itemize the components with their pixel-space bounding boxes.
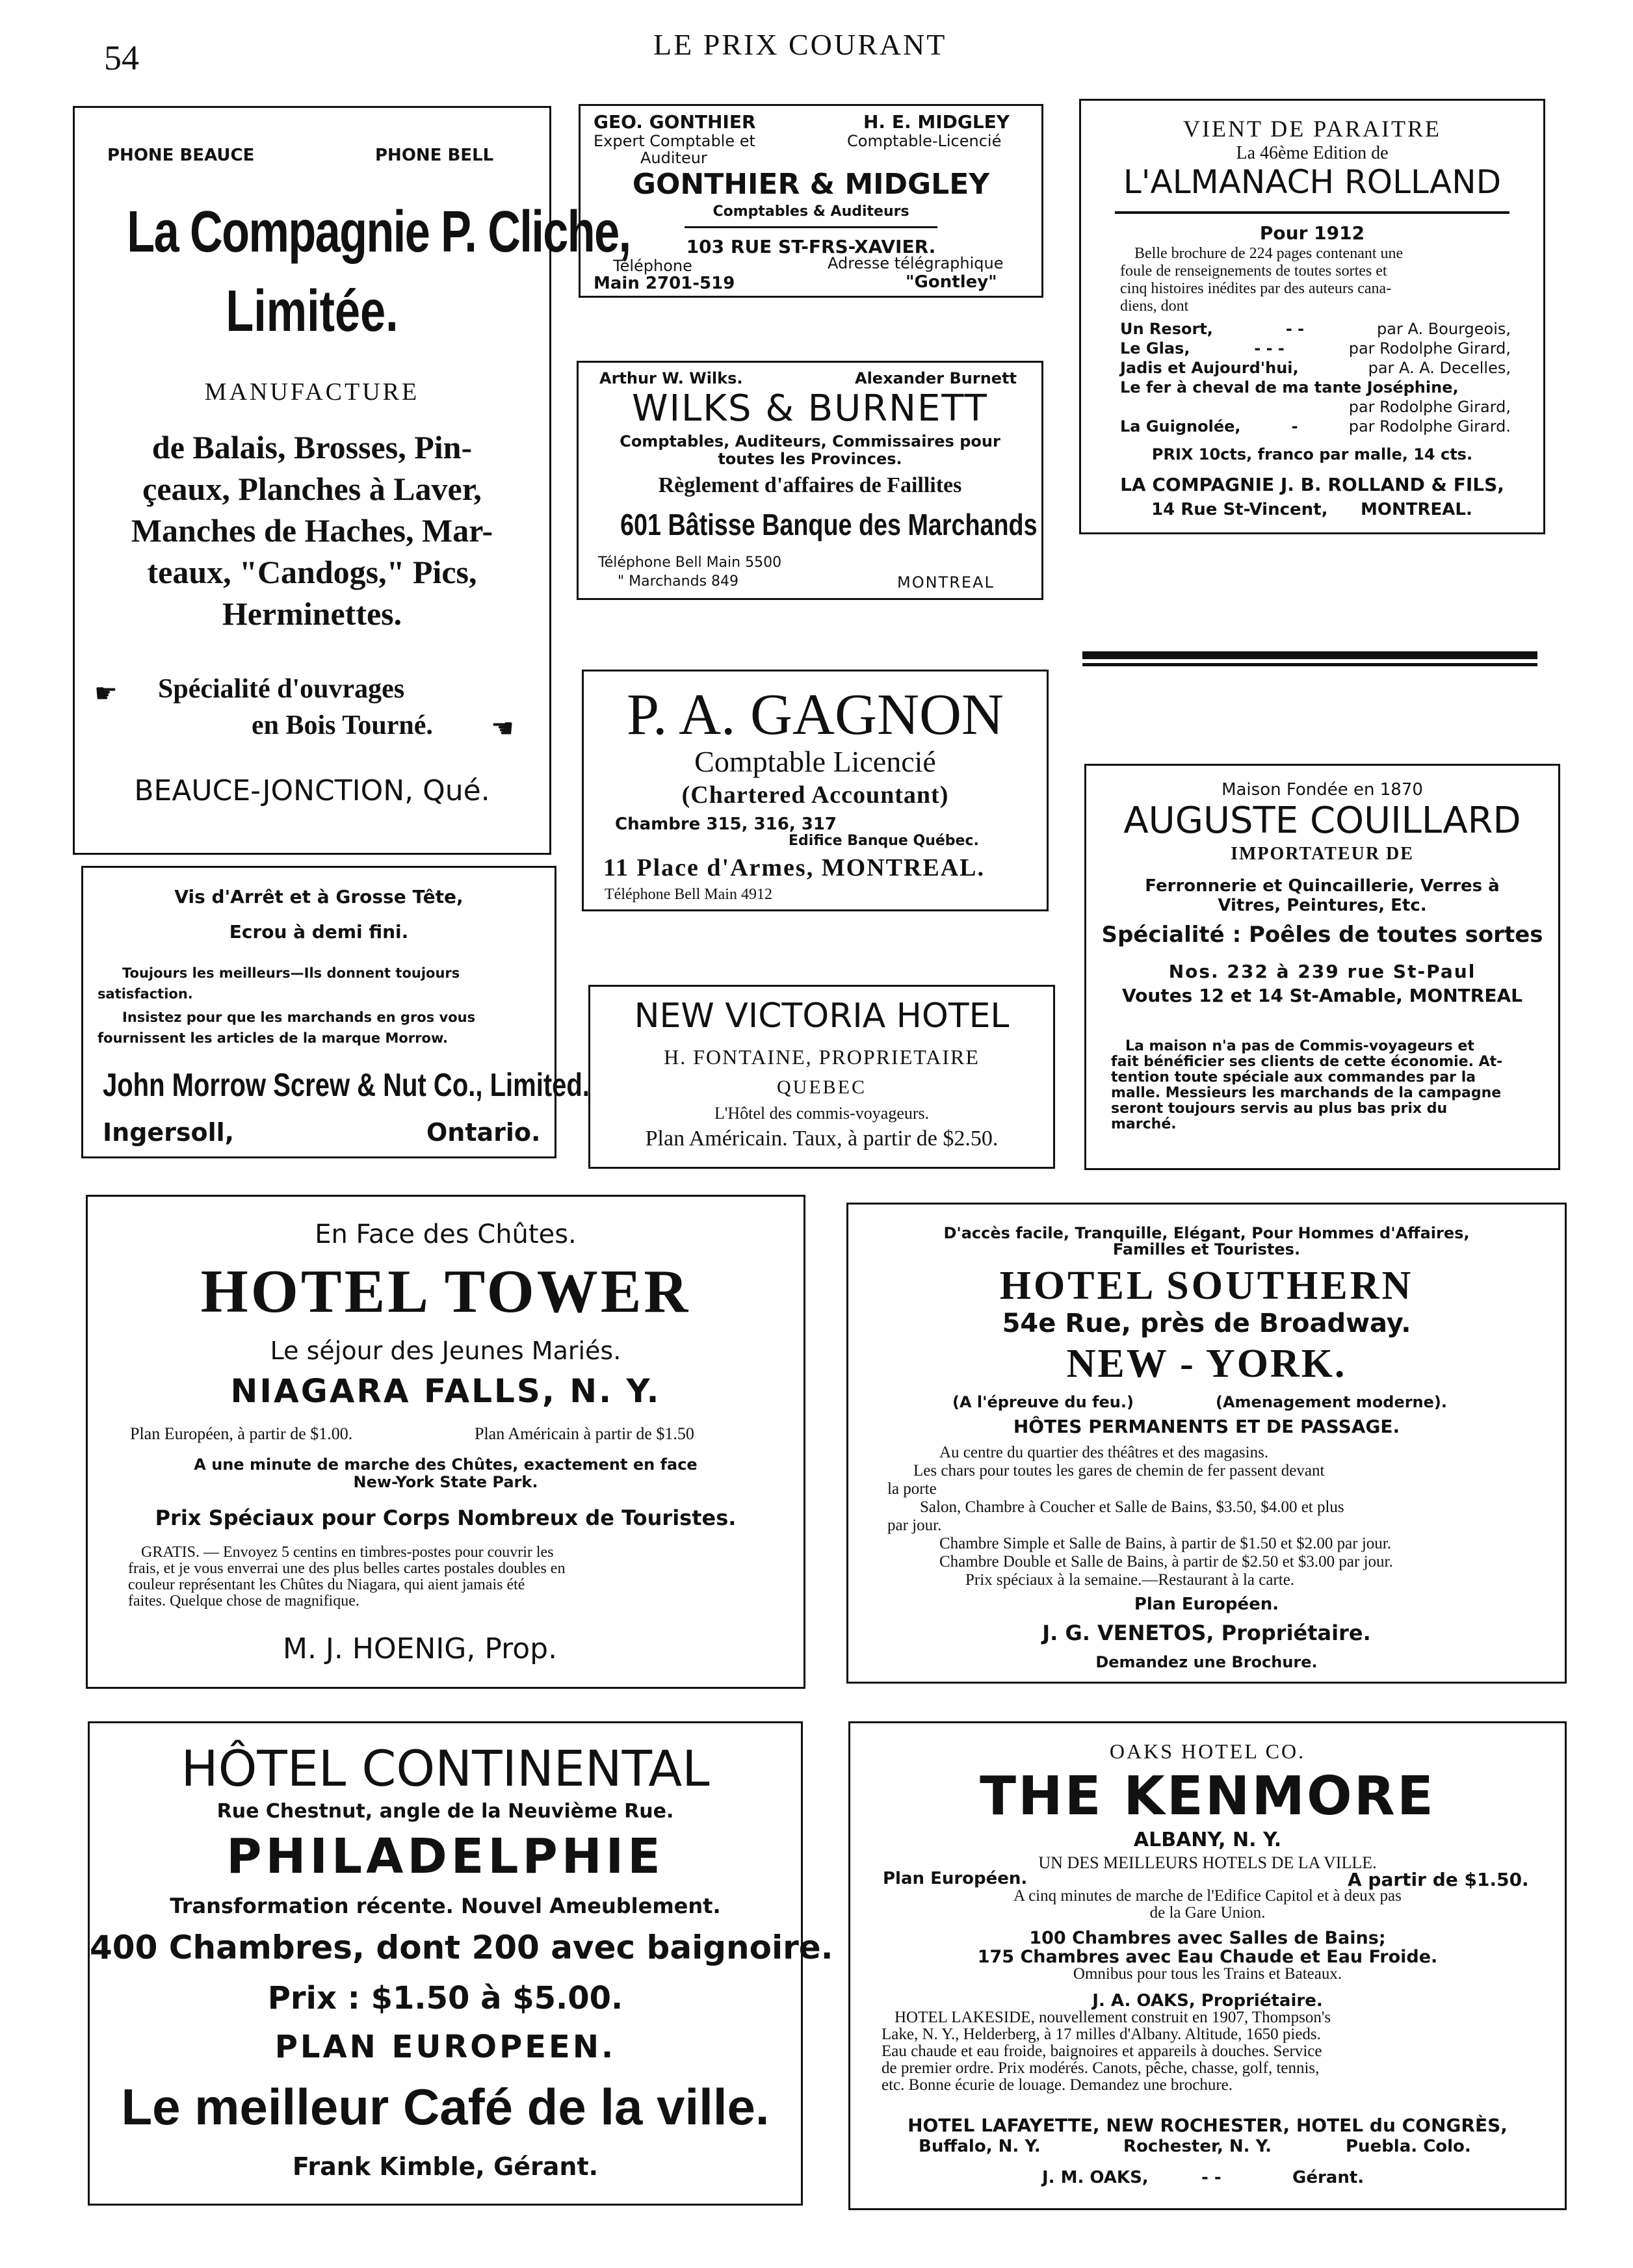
minute2: New-York State Park. xyxy=(353,1473,538,1491)
tagline: L'Hôtel des commis-voyageurs. xyxy=(714,1104,930,1123)
story-author: par Rodolphe Girard, xyxy=(1348,339,1511,358)
city: ALBANY, N. Y. xyxy=(1133,1829,1282,1851)
addr1: Nos. 232 à 239 rue St-Paul xyxy=(1168,961,1476,982)
lakeside-line: HOTEL LAKESIDE, nouvellement construit en 1907, Thompson's xyxy=(895,2009,1331,2026)
body-line: Les chars pour toutes les gares de chemin de fer passent devant xyxy=(913,1462,1325,1479)
manager-role: Gérant. xyxy=(1292,2168,1365,2187)
story-title: Un Resort, xyxy=(1120,320,1213,338)
rooms2: 175 Chambres avec Eau Chaude et Eau Froide. xyxy=(977,1947,1438,1967)
publisher: LA COMPAGNIE J. B. ROLLAND & FILS, xyxy=(1120,474,1504,495)
lakeside-line: etc. Bonne écurie de louage. Demandez une brochure. xyxy=(882,2076,1233,2094)
desc-line: diens, dont xyxy=(1120,298,1189,315)
southern-l1: D'accès facile, Tranquille, Elégant, Pour Hommes d'Affaires, xyxy=(943,1224,1470,1242)
manufacture-label: MANUFACTURE xyxy=(204,378,420,406)
location: BEAUCE-JONCTION, Qué. xyxy=(134,774,490,807)
cafe: Le meilleur Café de la ville. xyxy=(121,2078,770,2135)
city: QUEBEC xyxy=(777,1076,867,1098)
body-line: Chambre Simple et Salle de Bains, à partir de $1.50 et $2.00 par jour. xyxy=(939,1535,1391,1552)
address: 11 Place d'Armes, MONTREAL. xyxy=(603,854,986,881)
story-item xyxy=(1120,358,1511,378)
body-line: la porte xyxy=(887,1480,937,1498)
building: Edifice Banque Québec. xyxy=(789,833,979,849)
gagnon-name: P. A. GAGNON xyxy=(626,683,1004,747)
minute1: A une minute de marche des Chûtes, exactement en face xyxy=(194,1455,698,1474)
address: 103 RUE ST-FRS-XAVIER. xyxy=(686,236,936,257)
section-rule xyxy=(1082,663,1537,666)
tagline: Le séjour des Jeunes Mariés. xyxy=(270,1336,621,1365)
description xyxy=(1120,245,1403,315)
specialty-line2: en Bois Tourné. xyxy=(252,710,433,740)
rooms: Chambre 315, 316, 317 xyxy=(615,815,837,834)
special: Prix Spéciaux pour Corps Nombreux de Touristes. xyxy=(155,1505,737,1530)
divider xyxy=(1115,211,1509,214)
story-author: par Rodolphe Girard, xyxy=(1348,398,1511,416)
product-line: Herminettes. xyxy=(222,595,402,632)
price: PRIX 10cts, franco par malle, 14 cts. xyxy=(1151,445,1473,463)
rooms: 400 Chambres, dont 200 avec baignoire. xyxy=(90,1929,833,1966)
manager: Frank Kimble, Gérant. xyxy=(292,2152,599,2181)
product-line: de Balais, Brosses, Pin- xyxy=(151,429,473,465)
story-author: par A. Bourgeois, xyxy=(1377,320,1511,338)
tel2: " Marchands 849 xyxy=(618,573,739,590)
hotel-name: HOTEL SOUTHERN xyxy=(999,1264,1414,1308)
story-list xyxy=(1120,319,1511,436)
desc-line: cinq histoires inédites par des auteurs cana- xyxy=(1120,280,1392,297)
gratis-line: GRATIS. — Envoyez 5 centins en timbres-postes pour couvrir les xyxy=(141,1544,554,1561)
rooms1: 100 Chambres avec Salles de Bains; xyxy=(1029,1928,1386,1948)
wilks-name: Arthur W. Wilks. xyxy=(599,369,743,387)
ad-auguste-couillard xyxy=(1084,764,1560,1170)
tower-l1: En Face des Chûtes. xyxy=(315,1219,577,1249)
specialty-line1: Spécialité d'ouvrages xyxy=(158,674,405,704)
story-sep: - - - xyxy=(1254,339,1285,358)
manager: J. M. OAKS, xyxy=(1042,2168,1149,2187)
story-item xyxy=(1120,417,1511,436)
hotel-name: HÔTEL CONTINENTAL xyxy=(181,1740,710,1797)
morrow-company: John Morrow Screw & Nut Co., Limited. xyxy=(103,1067,590,1103)
almanach-l2: La 46ème Edition de xyxy=(1236,143,1389,163)
note-line: La maison n'a pas de Commis-voyageurs et xyxy=(1125,1038,1474,1054)
morrow-text: Insistez pour que les marchands en gros vous xyxy=(122,1010,476,1025)
other-hotels: HOTEL LAFAYETTE, NEW ROCHESTER, HOTEL du CONGRÈS, xyxy=(908,2115,1508,2136)
pub-address: 14 Rue St-Vincent, xyxy=(1151,500,1328,519)
story-author: par A. A. Decelles, xyxy=(1368,359,1511,377)
ad-hotel-southern xyxy=(846,1203,1567,1684)
gratis-line: couleur représentant les Chûtes du Niagara, qui aient jamais été xyxy=(128,1576,525,1593)
company-limitee: Limitée. xyxy=(226,279,398,344)
goods1: Ferronnerie et Quincaillerie, Verres à xyxy=(1145,876,1500,896)
city: NIAGARA FALLS, N. Y. xyxy=(230,1372,661,1410)
story-title: Le Glas, xyxy=(1120,339,1190,358)
southern-body xyxy=(887,1444,1393,1589)
best: UN DES MEILLEURS HOTELS DE LA VILLE. xyxy=(1038,1853,1377,1872)
lakeside-line: de premier ordre. Prix modérés. Canots, pêche, chasse, golf, tennis, xyxy=(882,2059,1320,2077)
desc-line: Belle brochure de 224 pages contenant une xyxy=(1134,245,1404,262)
firm-sub: Comptables & Auditeurs xyxy=(712,203,909,220)
body-line: Au centre du quartier des théâtres et des magasins. xyxy=(939,1444,1269,1461)
plan-american: Plan Américain à partir de $1.50 xyxy=(475,1424,694,1443)
cable-address: "Gontley" xyxy=(906,272,997,292)
tel-label: Téléphone xyxy=(613,257,692,275)
ad-gagnon xyxy=(582,670,1049,911)
story-sep: - xyxy=(1291,417,1298,436)
morrow-title2: Ecrou à demi fini. xyxy=(229,921,409,943)
plan: Plan Américain. Taux, à partir de $2.50. xyxy=(645,1127,999,1151)
firm-name: WILKS & BURNETT xyxy=(632,387,988,430)
city-puebla: Puebla. Colo. xyxy=(1346,2137,1471,2156)
cable-label: Adresse télégraphique xyxy=(828,254,1004,272)
burnett-name: Alexander Burnett xyxy=(855,369,1017,387)
plan: PLAN EUROPEEN. xyxy=(274,2029,616,2065)
pointing-hand-icon: ☛ xyxy=(94,679,118,709)
year: Pour 1912 xyxy=(1259,222,1365,244)
desc-line: foule de renseignements de toutes sortes et xyxy=(1120,263,1387,280)
omnibus: Omnibus pour tous les Trains et Bateaux. xyxy=(1073,1965,1342,1983)
capitol1: A cinq minutes de marche de l'Edifice Capitol et à deux pas xyxy=(1013,1887,1402,1905)
proprietor: M. J. HOENIG, Prop. xyxy=(283,1632,558,1665)
name: AUGUSTE COUILLARD xyxy=(1123,800,1521,842)
city-buffalo: Buffalo, N. Y. xyxy=(919,2137,1041,2156)
brochure: Demandez une Brochure. xyxy=(1095,1653,1318,1671)
ad-gonthier-midgley xyxy=(579,104,1043,298)
firm-sub1: Comptables, Auditeurs, Commissaires pour xyxy=(620,432,1000,450)
almanach-title: L'ALMANACH ROLLAND xyxy=(1123,163,1502,201)
specialty: Spécialité : Poêles de toutes sortes xyxy=(1101,922,1543,948)
hotel-name: THE KENMORE xyxy=(980,1766,1435,1827)
ad-cliche xyxy=(73,106,631,855)
ad-almanach-rolland xyxy=(1079,99,1545,534)
address: 601 Bâtisse Banque des Marchands xyxy=(620,508,1038,541)
hotel-name: HOTEL TOWER xyxy=(200,1258,691,1325)
owner: H. FONTAINE, PROPRIETAIRE xyxy=(664,1045,980,1069)
page-number: 54 xyxy=(104,38,139,77)
gagnon-title: Comptable Licencié xyxy=(694,745,936,778)
lakeside xyxy=(882,2009,1331,2094)
midgley-title: Comptable-Licencié xyxy=(847,132,1002,150)
lakeside-line: Lake, N. Y., Helderberg, à 17 milles d'Albany. Altitude, 1650 pieds. xyxy=(882,2026,1321,2043)
hotel-name: NEW VICTORIA HOTEL xyxy=(634,997,1010,1036)
morrow-province: Ontario. xyxy=(426,1118,541,1147)
fireproof: (A l'épreuve du feu.) xyxy=(952,1393,1134,1411)
story-item xyxy=(1120,378,1511,397)
lakeside-line: Eau chaude et eau froide, baignoires et appareils à douches. Service xyxy=(882,2042,1322,2060)
ad-the-kenmore xyxy=(848,1721,1567,2210)
story-item xyxy=(1120,397,1511,417)
company: OAKS HOTEL CO. xyxy=(1109,1740,1306,1763)
story-sep: - - xyxy=(1285,320,1305,338)
city: PHILADELPHIE xyxy=(226,1829,664,1884)
page-title: LE PRIX COURANT xyxy=(653,28,947,61)
modern: (Amenagement moderne). xyxy=(1216,1393,1448,1411)
settle: Règlement d'affaires de Faillites xyxy=(658,473,962,497)
story-item xyxy=(1120,319,1511,339)
body-line: Chambre Double et Salle de Bains, à partir de $2.50 et $3.00 par jour. xyxy=(939,1553,1393,1571)
city: NEW - YORK. xyxy=(1066,1342,1347,1386)
ad-hotel-tower xyxy=(86,1195,805,1689)
story-item xyxy=(1120,339,1511,358)
dashes: - - xyxy=(1201,2168,1221,2187)
product-line: teaux, "Candogs," Pics, xyxy=(147,554,477,590)
midgley-name: H. E. MIDGLEY xyxy=(863,111,1010,133)
addr2: Voutes 12 et 14 St-Amable, MONTREAL xyxy=(1122,985,1522,1006)
city-rochester: Rochester, N. Y. xyxy=(1123,2137,1272,2156)
story-title: Jadis et Aujourd'hui, xyxy=(1120,359,1299,377)
role: IMPORTATEUR DE xyxy=(1231,844,1414,864)
pub-city: MONTREAL. xyxy=(1361,500,1472,519)
story-title: Le fer à cheval de ma tante Joséphine, xyxy=(1120,378,1459,397)
tel-number: Main 2701-519 xyxy=(594,274,735,293)
company-name: La Compagnie P. Cliche, xyxy=(127,200,631,265)
product-list xyxy=(75,426,549,634)
capitol2: de la Gare Union. xyxy=(1149,1904,1266,1922)
body-line: Prix spéciaux à la semaine.—Restaurant à la carte. xyxy=(965,1571,1295,1589)
morrow-text: satisfaction. xyxy=(98,986,193,1002)
goods2: Vitres, Peintures, Etc. xyxy=(1218,896,1427,915)
section-rule xyxy=(1082,651,1537,659)
note-line: fait bénéficier ses clients de cette économie. At- xyxy=(1111,1054,1503,1070)
almanach-l1: VIENT DE PARAITRE xyxy=(1182,116,1441,142)
gratis xyxy=(128,1545,565,1610)
body-line: par jour. xyxy=(887,1517,942,1534)
phone-bell: PHONE BELL xyxy=(375,146,494,165)
proprietor: J. A. OAKS, Propriétaire. xyxy=(1092,1991,1323,2011)
product-line: Manches de Haches, Mar- xyxy=(131,512,493,549)
price: Prix : $1.50 à $5.00. xyxy=(267,1980,623,2016)
story-title: La Guignolée, xyxy=(1120,417,1241,436)
story-author: par Rodolphe Girard. xyxy=(1348,417,1511,436)
city: MONTREAL xyxy=(897,573,995,592)
gratis-line: faites. Quelque chose de magnifique. xyxy=(128,1593,359,1610)
morrow-text: Toujours les meilleurs—Ils donnent toujours xyxy=(122,965,460,981)
plan-european: Plan Européen, à partir de $1.00. xyxy=(130,1424,353,1443)
divider xyxy=(685,226,937,228)
founded: Maison Fondée en 1870 xyxy=(1221,780,1423,800)
street: 54e Rue, près de Broadway. xyxy=(1002,1309,1411,1338)
price: A partir de $1.50. xyxy=(1348,1869,1529,1890)
plan: Plan Européen. xyxy=(883,1869,1028,1888)
morrow-city: Ingersoll, xyxy=(103,1118,235,1147)
tel1: Téléphone Bell Main 5500 xyxy=(598,554,782,571)
morrow-text: fournissent les articles de la marque Morrow. xyxy=(98,1030,448,1046)
gratis-line: frais, et je vous enverrai une des plus belles cartes postales doubles en xyxy=(128,1560,566,1577)
phone-beauce: PHONE BEAUCE xyxy=(107,146,255,165)
southern-l2: Familles et Touristes. xyxy=(1112,1240,1301,1258)
morrow-title1: Vis d'Arrêt et à Grosse Tête, xyxy=(174,886,464,907)
ad-wilks-burnett xyxy=(577,361,1043,600)
owner: J. G. VENETOS, Propriétaire. xyxy=(1042,1621,1371,1645)
note-line: marché. xyxy=(1111,1116,1177,1132)
note xyxy=(1111,1039,1502,1132)
renovation: Transformation récente. Nouvel Ameublement. xyxy=(170,1894,721,1918)
hotes: HÔTES PERMANENTS ET DE PASSAGE. xyxy=(1013,1416,1400,1437)
pointing-hand-icon: ☚ xyxy=(491,714,514,744)
street: Rue Chestnut, angle de la Neuvième Rue. xyxy=(216,1800,674,1823)
note-line: malle. Messieurs les marchands de la campagne xyxy=(1111,1085,1502,1101)
note-line: tention toute spéciale aux commandes par la xyxy=(1111,1069,1476,1086)
chartered: (Chartered Accountant) xyxy=(681,781,949,809)
gonthier-name: GEO. GONTHIER xyxy=(594,111,756,133)
plan: Plan Européen. xyxy=(1134,1595,1279,1614)
ad-new-victoria xyxy=(588,985,1055,1169)
ad-morrow xyxy=(81,866,590,1158)
note-line: seront toujours servis au plus bas prix du xyxy=(1111,1101,1448,1117)
tel: Téléphone Bell Main 4912 xyxy=(605,886,772,903)
gonthier-title2: Auditeur xyxy=(640,149,707,167)
product-line: çeaux, Planches à Laver, xyxy=(142,471,482,507)
firm-name: GONTHIER & MIDGLEY xyxy=(632,168,990,201)
gonthier-title: Expert Comptable et xyxy=(594,132,755,150)
body-line: Salon, Chambre à Coucher et Salle de Bains, $3.50, $4.00 et plus xyxy=(920,1498,1344,1516)
ad-hotel-continental xyxy=(88,1721,833,2206)
firm-sub2: toutes les Provinces. xyxy=(718,450,902,468)
